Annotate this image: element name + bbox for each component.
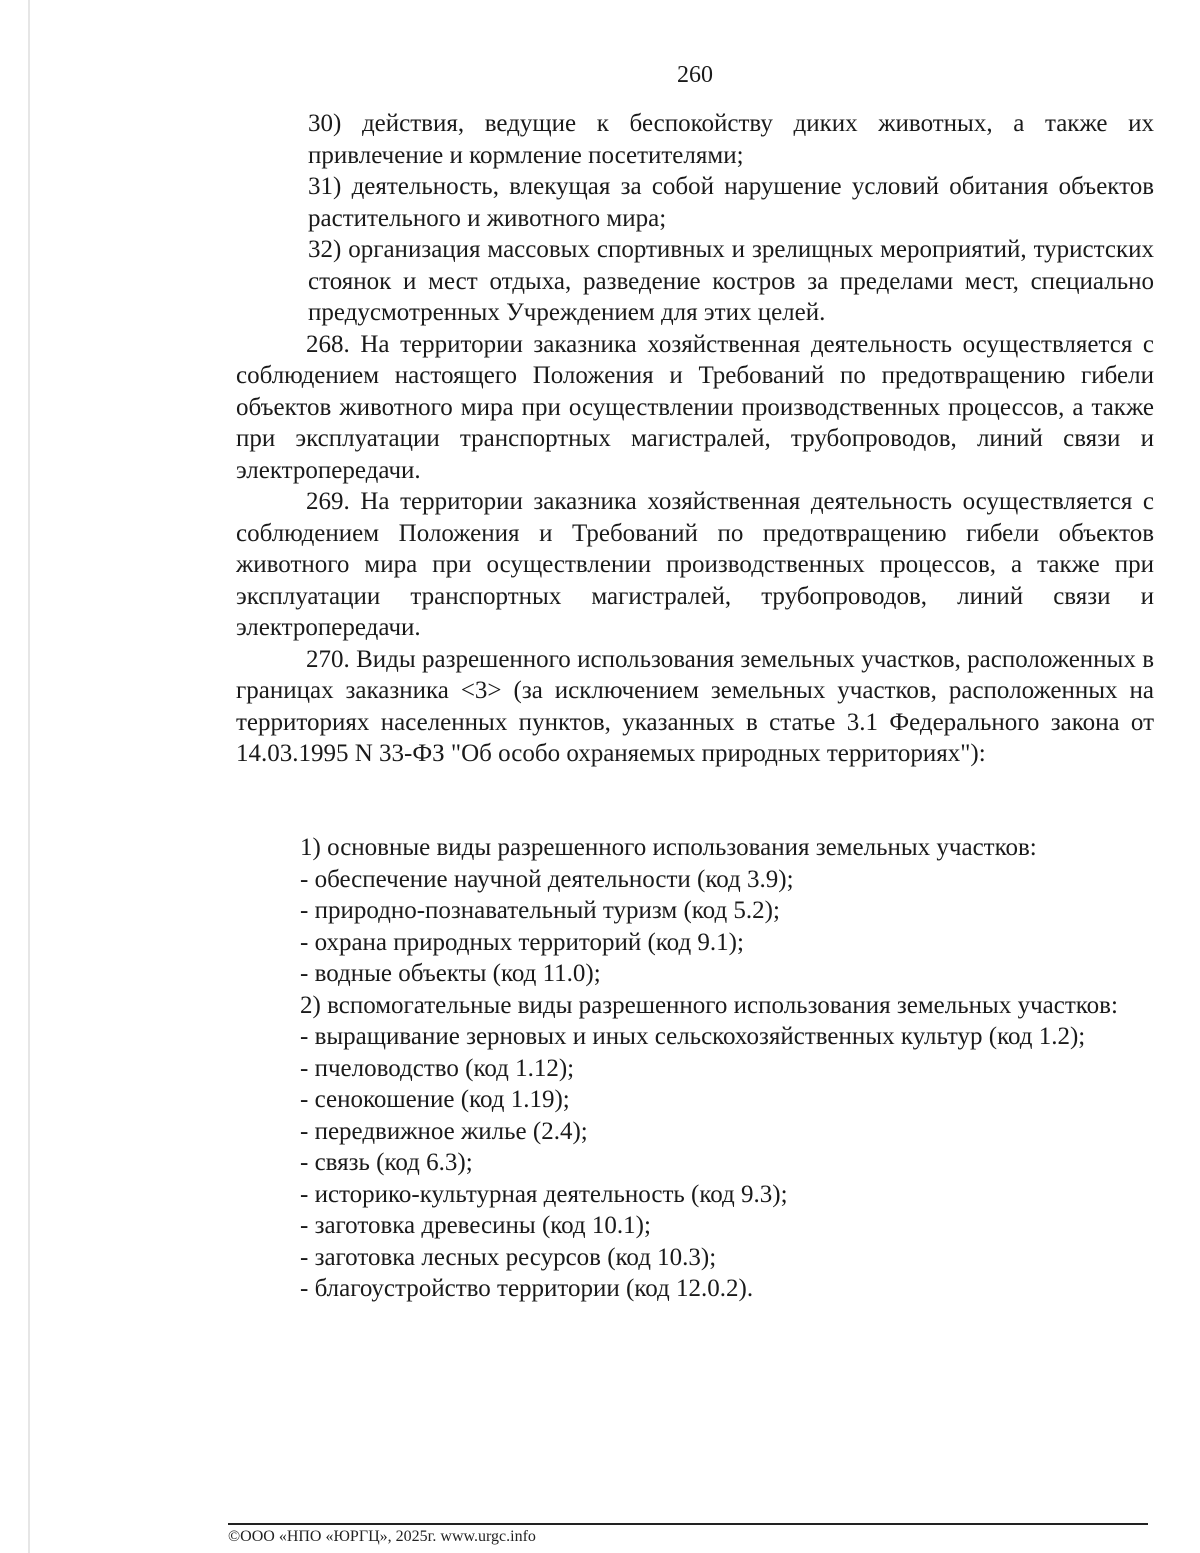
list-heading-main: 1) основные виды разрешенного использования земельных участков: (300, 834, 1037, 861)
paragraph-269: 269. На территории заказника хозяйственная деятельность осуществляется с соблюдением Положения и Требований по предотвращению гибели объектов животного мира при осуществлении производственных процессов, а также при эксплуатации транспортных магистралей, трубопроводов, линий связи и электропередачи. (236, 488, 1154, 641)
land-use-list (300, 832, 1152, 1305)
list-item: - пчеловодство (код 1.12); (300, 1054, 575, 1082)
paragraph-270: 270. Виды разрешенного использования земельных участков, расположенных в границах заказника <3> (за исключением земельных участков, расположенных на территориях населенных пунктов, указанных в статье 3.1 Федерального закона от 14.03.1995 N 33-ФЗ "Об особо охраняемых природных территориях"): (236, 645, 1154, 767)
list-item: - заготовка лесных ресурсов (код 10.3); (300, 1243, 717, 1271)
list-item: - природно-познавательный туризм (код 5.2); (300, 897, 780, 924)
list-item: - благоустройство территории (код 12.0.2). (300, 1275, 754, 1302)
list-item-31: 31) деятельность, влекущая за собой нарушение условий обитания объектов растительного и животного мира; (308, 173, 1154, 232)
list-heading-auxiliary: 2) вспомогательные виды разрешенного использования земельных участков: (300, 991, 1118, 1019)
list-item: - выращивание зерновых и иных сельскохозяйственных культур (код 1.2); (300, 1023, 1086, 1050)
scan-edge (28, 0, 30, 1553)
list-item: - водные объекты (код 11.0); (300, 960, 601, 987)
list-item: - связь (код 6.3); (300, 1149, 473, 1176)
list-item: - сенокошение (код 1.19); (300, 1086, 570, 1113)
list-item: - охрана природных территорий (код 9.1); (300, 928, 744, 956)
footer-divider (228, 1523, 1148, 1525)
list-item-30: 30) действия, ведущие к беспокойству диких животных, а также их привлечение и кормление посетителями; (308, 110, 1154, 169)
list-item-32: 32) организация массовых спортивных и зрелищных мероприятий, туристских стоянок и мест отдыха, разведение костров за пределами мест, специально предусмотренных Учреждением для этих целей. (308, 236, 1154, 326)
document-body (236, 108, 1154, 770)
paragraph-268: 268. На территории заказника хозяйственная деятельность осуществляется с соблюдением настоящего Положения и Требований по предотвращению гибели объектов животного мира при осуществлении производственных процессов, а также при эксплуатации транспортных магистралей, трубопроводов, линий связи и электропередачи. (236, 330, 1154, 484)
list-item: - обеспечение научной деятельности (код 3.9); (300, 865, 794, 893)
page-number: 260 (677, 62, 713, 88)
footer-copyright: ©ООО «НПО «ЮРГЦ», 2025г. www.urgc.info (228, 1528, 536, 1545)
list-item: - историко-культурная деятельность (код 9.3); (300, 1180, 788, 1208)
list-item: - передвижное жилье (2.4); (300, 1117, 588, 1145)
list-item: - заготовка древесины (код 10.1); (300, 1212, 651, 1239)
